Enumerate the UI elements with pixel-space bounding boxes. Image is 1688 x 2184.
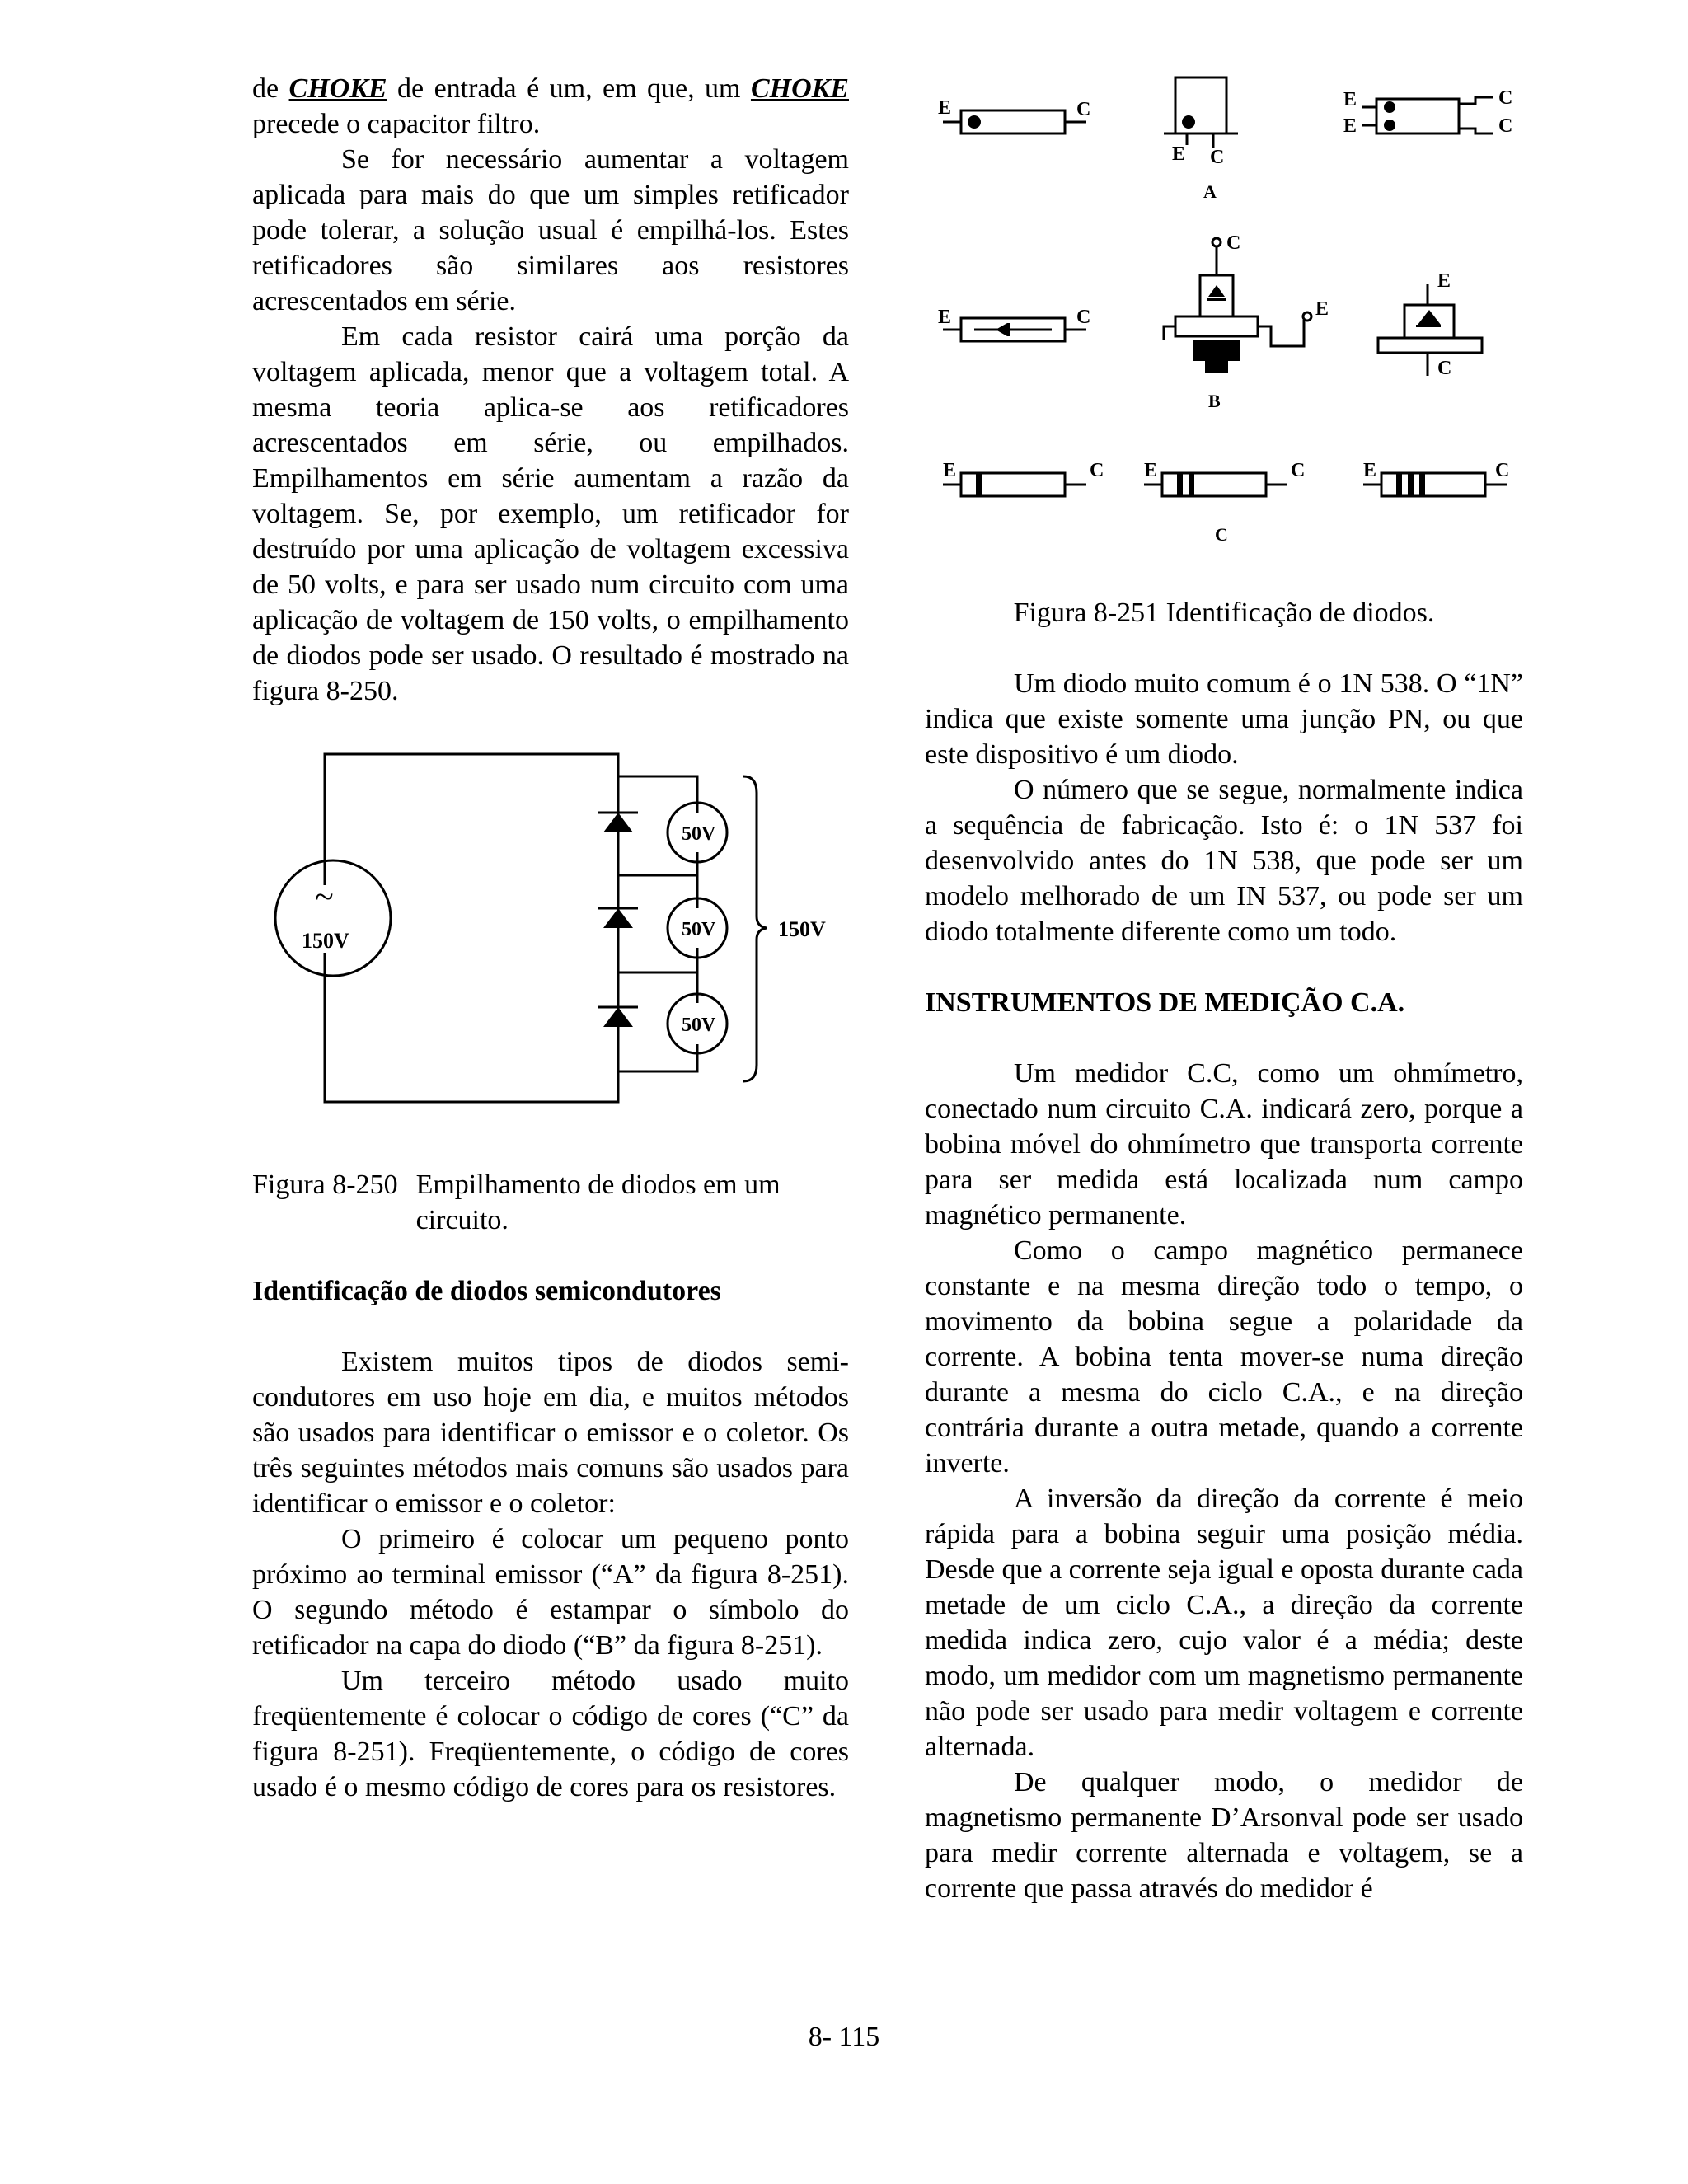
label-c: C [1291,460,1306,481]
figure-8-251-caption: Figura 8-251 Identificação de diodos. [1013,598,1435,628]
label-e: E [1343,115,1357,137]
paragraph-choke: de CHOKE de entrada é um, em que, um CHOKE precede o capacitor filtro. [252,73,849,139]
label-e: E [1343,89,1357,110]
ac-symbol: ~ [315,879,334,916]
paragraph-dc-meter: Um medidor C.C, como um ohmímetro, conectado num circuito C.A. indicará zero, porque a bobina móvel do ohmímetro que transporta corrente para ser medida está localizada num campo magnético permanente. [925,1058,1523,1230]
label-e: E [943,460,957,481]
diode-stack-circuit [252,752,849,1139]
figure-8-250-caption [252,1167,849,1238]
label-c: C [1495,460,1510,481]
meter-label-2: 50V [682,919,716,940]
caption-label: Figura 8-250 [252,1169,398,1200]
label-c: C [1226,232,1241,254]
label-c: C [1498,115,1513,137]
paragraph-current-inversion: A inversão da direção da corrente é meio rápida para a bobina seguir uma posição média. Desde que a corrente seja igual e oposta durante cada metade de um ciclo C.A., a direção da corrente medida indica zero, cujo valor é a média; deste modo, um medidor com um magnetismo permanente não pode ser usado para medir voltagem e corrente alternada. [925,1483,1523,1762]
section-heading-identification: Identificação de diodos semicondutores [252,1276,721,1306]
paragraph-identification-methods: Existem muitos tipos de diodos semi-condutores em uso hoje em dia, e muitos métodos são usados para identificar o emissor e o coletor. Os três seguintes métodos mais comuns são usados para identificar o emissor e o coletor: [252,1347,849,1519]
paragraph-method-one-two: O primeiro é colocar um pequeno ponto próximo ao terminal emissor (“A” da figura 8-251). O segundo método é estampar o símbolo do retificador na capa do diodo (“B” da figura 8-251). [252,1524,849,1661]
label-c: C [1090,460,1104,481]
choke-term: CHOKE [288,73,387,104]
label-c: C [1437,358,1452,379]
paragraph-darsonval: De qualquer modo, o medidor de magnetismo permanente D’Arsonval pode ser usado para medir corrente alternada e voltagem, se a corrente que passa através do medidor é [925,1767,1523,1904]
meter-label-1: 50V [682,823,716,845]
choke-term: CHOKE [750,73,849,104]
ac-source [275,860,391,976]
figure-label-b: B [1208,391,1221,411]
paragraph-stacking: Se for necessário aumentar a voltagem aplicada para mais do que um simples retificador pode tolerar, a solução usual é empilhá-los. Estes retificadores são similares aos resistores acrescentados em série. [252,144,849,316]
total-voltage-label: 150V [778,917,826,941]
label-e: E [1363,460,1377,481]
page-number: 8- 115 [808,2022,880,2052]
figure-8-251 [925,63,1523,574]
label-c: C [1498,87,1513,109]
source-voltage-label: 150V [302,929,349,953]
paragraph-1n538: Um diodo muito comum é o 1N 538. O “1N” indica que existe somente uma junção PN, ou que este dispositivo é um diodo. [925,668,1523,770]
figure-label-a: A [1203,181,1217,202]
label-e: E [1144,460,1158,481]
right-column [925,71,1523,1906]
label-e: E [938,97,952,119]
label-e: E [938,307,952,328]
figure-8-250 [252,752,849,1139]
caption-text: Empilhamento de diodos em um circuito. [415,1169,781,1235]
section-heading-instruments: INSTRUMENTOS DE MEDIÇÃO C.A. [925,987,1405,1018]
label-c: C [1076,99,1091,120]
label-c: C [1210,147,1225,168]
left-column [252,71,849,1805]
paragraph-series-theory: Em cada resistor cairá uma porção da voltagem aplicada, menor que a voltagem total. A mesma teoria aplica-se aos retificadores acrescentados em série, ou empilhados. Empilhamentos em série aumentam a razão da voltagem. Se, por exemplo, um retificador for destruído por uma aplicação de voltagem excessiva de 50 volts, e para ser usado num circuito com uma aplicação de voltagem de 150 volts, o empilhamento de diodos pode ser usado. O resultado é mostrado na figura 8-250. [252,321,849,706]
meter-label-3: 50V [682,1015,716,1036]
label-e: E [1437,270,1451,292]
paragraph-sequence: O número que se segue, normalmente indica a sequência de fabricação. Isto é: o 1N 537 foi desenvolvido antes do 1N 538, que pode ser um modelo melhorado de um IN 537, ou pode ser um diodo totalmente diferente como um todo. [925,775,1523,947]
label-e: E [1172,143,1186,165]
figure-label-c: C [1215,524,1228,545]
diode-identification-drawings [925,63,1523,574]
paragraph-method-three: Um terceiro método usado muito freqüentemente é colocar o código de cores (“C” da figura 8-251). Freqüentemente, o código de cores usado é o mesmo código de cores para os resistores. [252,1666,849,1802]
label-c: C [1076,307,1091,328]
label-e: E [1315,298,1329,320]
paragraph-magnetic-field: Como o campo magnético permanece constante e na mesma direção todo o tempo, o movimento da bobina segue a polaridade da corrente. A bobina tenta mover-se numa direção durante a mesma do ciclo C.A., e na direção contrária durante a outra metade, quando a corrente inverte. [925,1235,1523,1479]
